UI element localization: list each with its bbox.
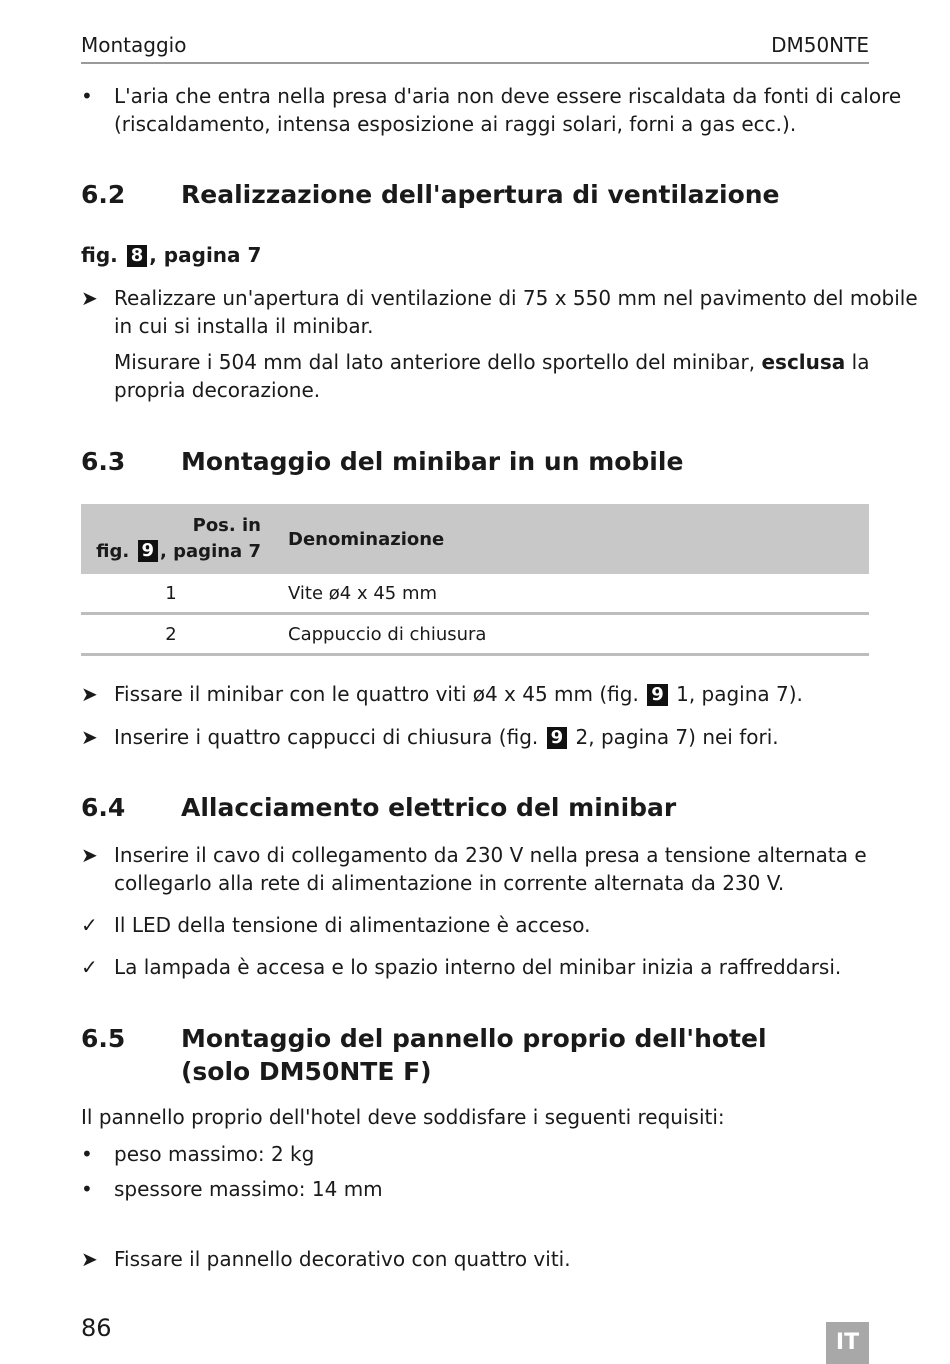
s63-step2-text-end: 2, pagina 7) nei fori. [569,725,779,749]
s64-result1: Il LED della tensione di alimentazione è acceso. [114,913,591,937]
header-section: Montaggio [81,33,187,57]
bullet-symbol: • [81,84,93,108]
s62-step-line2: in cui si installa il minibar. [114,314,374,338]
table-header-fig-suffix: , pagina 7 [160,541,261,562]
section-6-5-number: 6.5 [81,1024,126,1053]
s62-note-text: Misurare i 504 mm dal lato anteriore dello sportello del minibar, [114,350,762,374]
section-6-5-title-line1: Montaggio del pannello proprio dell'hotel [181,1024,767,1053]
table-header-name: Denominazione [261,504,869,574]
section-6-2-title: Realizzazione dell'apertura di ventilazione [181,180,780,209]
action-arrow-icon: ➤ [81,843,98,867]
s63-step2 [114,723,779,751]
table-cell-name: Cappuccio di chiusura [261,614,869,655]
section-6-5-title-line2: (solo DM50NTE F) [181,1057,432,1086]
table-row [81,614,869,655]
s62-note-line1 [114,348,869,376]
section-6-2-number: 6.2 [81,180,126,209]
bullet-symbol: • [81,1177,93,1201]
action-arrow-icon: ➤ [81,286,98,310]
fig-prefix: fig. [81,243,118,267]
s63-step2-text: Inserire i quattro cappucci di chiusura (fig. [114,725,545,749]
s65-step: Fissare il pannello decorativo con quattro viti. [114,1247,571,1271]
figure-number-badge: 9 [138,540,159,562]
s65-req1: peso massimo: 2 kg [114,1142,315,1166]
action-arrow-icon: ➤ [81,1247,98,1271]
s62-note-text-end: la [845,350,870,374]
table-cell-pos: 2 [81,614,261,655]
table-header-fig: fig. [96,541,130,562]
page-number: 86 [81,1314,112,1342]
figure-number-badge: 8 [127,245,148,267]
s64-step-line2: collegarlo alla rete di alimentazione in corrente alternata da 230 V. [114,871,785,895]
s62-note-bold: esclusa [761,350,846,374]
intro-bullet-line2: (riscaldamento, intensa esposizione ai raggi solari, forni a gas ecc.). [114,112,797,136]
figure-number-badge: 9 [547,727,568,749]
action-arrow-icon: ➤ [81,682,98,706]
parts-table [81,504,869,656]
section-6-4-title: Allacciamento elettrico del minibar [181,793,677,822]
s64-step-line1: Inserire il cavo di collegamento da 230 V nella presa a tensione alternata e [114,843,867,867]
table-header-pos-line1: Pos. in [192,515,261,536]
table-header-row [81,504,869,574]
bullet-symbol: • [81,1142,93,1166]
table-cell-pos: 1 [81,574,261,614]
s63-step1-text-end: 1, pagina 7). [669,682,803,706]
s63-step1-text: Fissare il minibar con le quattro viti ø4 x 45 mm (fig. [114,682,646,706]
s64-result2: La lampada è accesa e lo spazio interno del minibar inizia a raffreddarsi. [114,955,842,979]
figure-number-badge: 9 [647,684,668,706]
table-header-pos-line2 [81,539,261,565]
table-cell-name: Vite ø4 x 45 mm [261,574,869,614]
action-arrow-icon: ➤ [81,725,98,749]
section-6-3-title: Montaggio del minibar in un mobile [181,447,684,476]
checkmark-icon: ✓ [81,955,98,979]
s63-step1 [114,680,803,708]
section-6-4-number: 6.4 [81,793,126,822]
table-header-pos [81,504,261,574]
figure-reference [81,241,261,269]
section-6-3-number: 6.3 [81,447,126,476]
page-header [81,30,869,64]
checkmark-icon: ✓ [81,913,98,937]
s62-note-line2: propria decorazione. [114,378,321,402]
table-row [81,574,869,614]
s65-intro: Il pannello proprio dell'hotel deve soddisfare i seguenti requisiti: [81,1105,725,1129]
header-model: DM50NTE [771,33,869,57]
language-tab: IT [826,1322,869,1364]
fig-suffix: , pagina 7 [149,243,262,267]
intro-bullet-line1: L'aria che entra nella presa d'aria non deve essere riscaldata da fonti di calore [114,84,902,108]
s65-req2: spessore massimo: 14 mm [114,1177,383,1201]
s62-step-line1: Realizzare un'apertura di ventilazione di 75 x 550 mm nel pavimento del mobile [114,286,918,310]
